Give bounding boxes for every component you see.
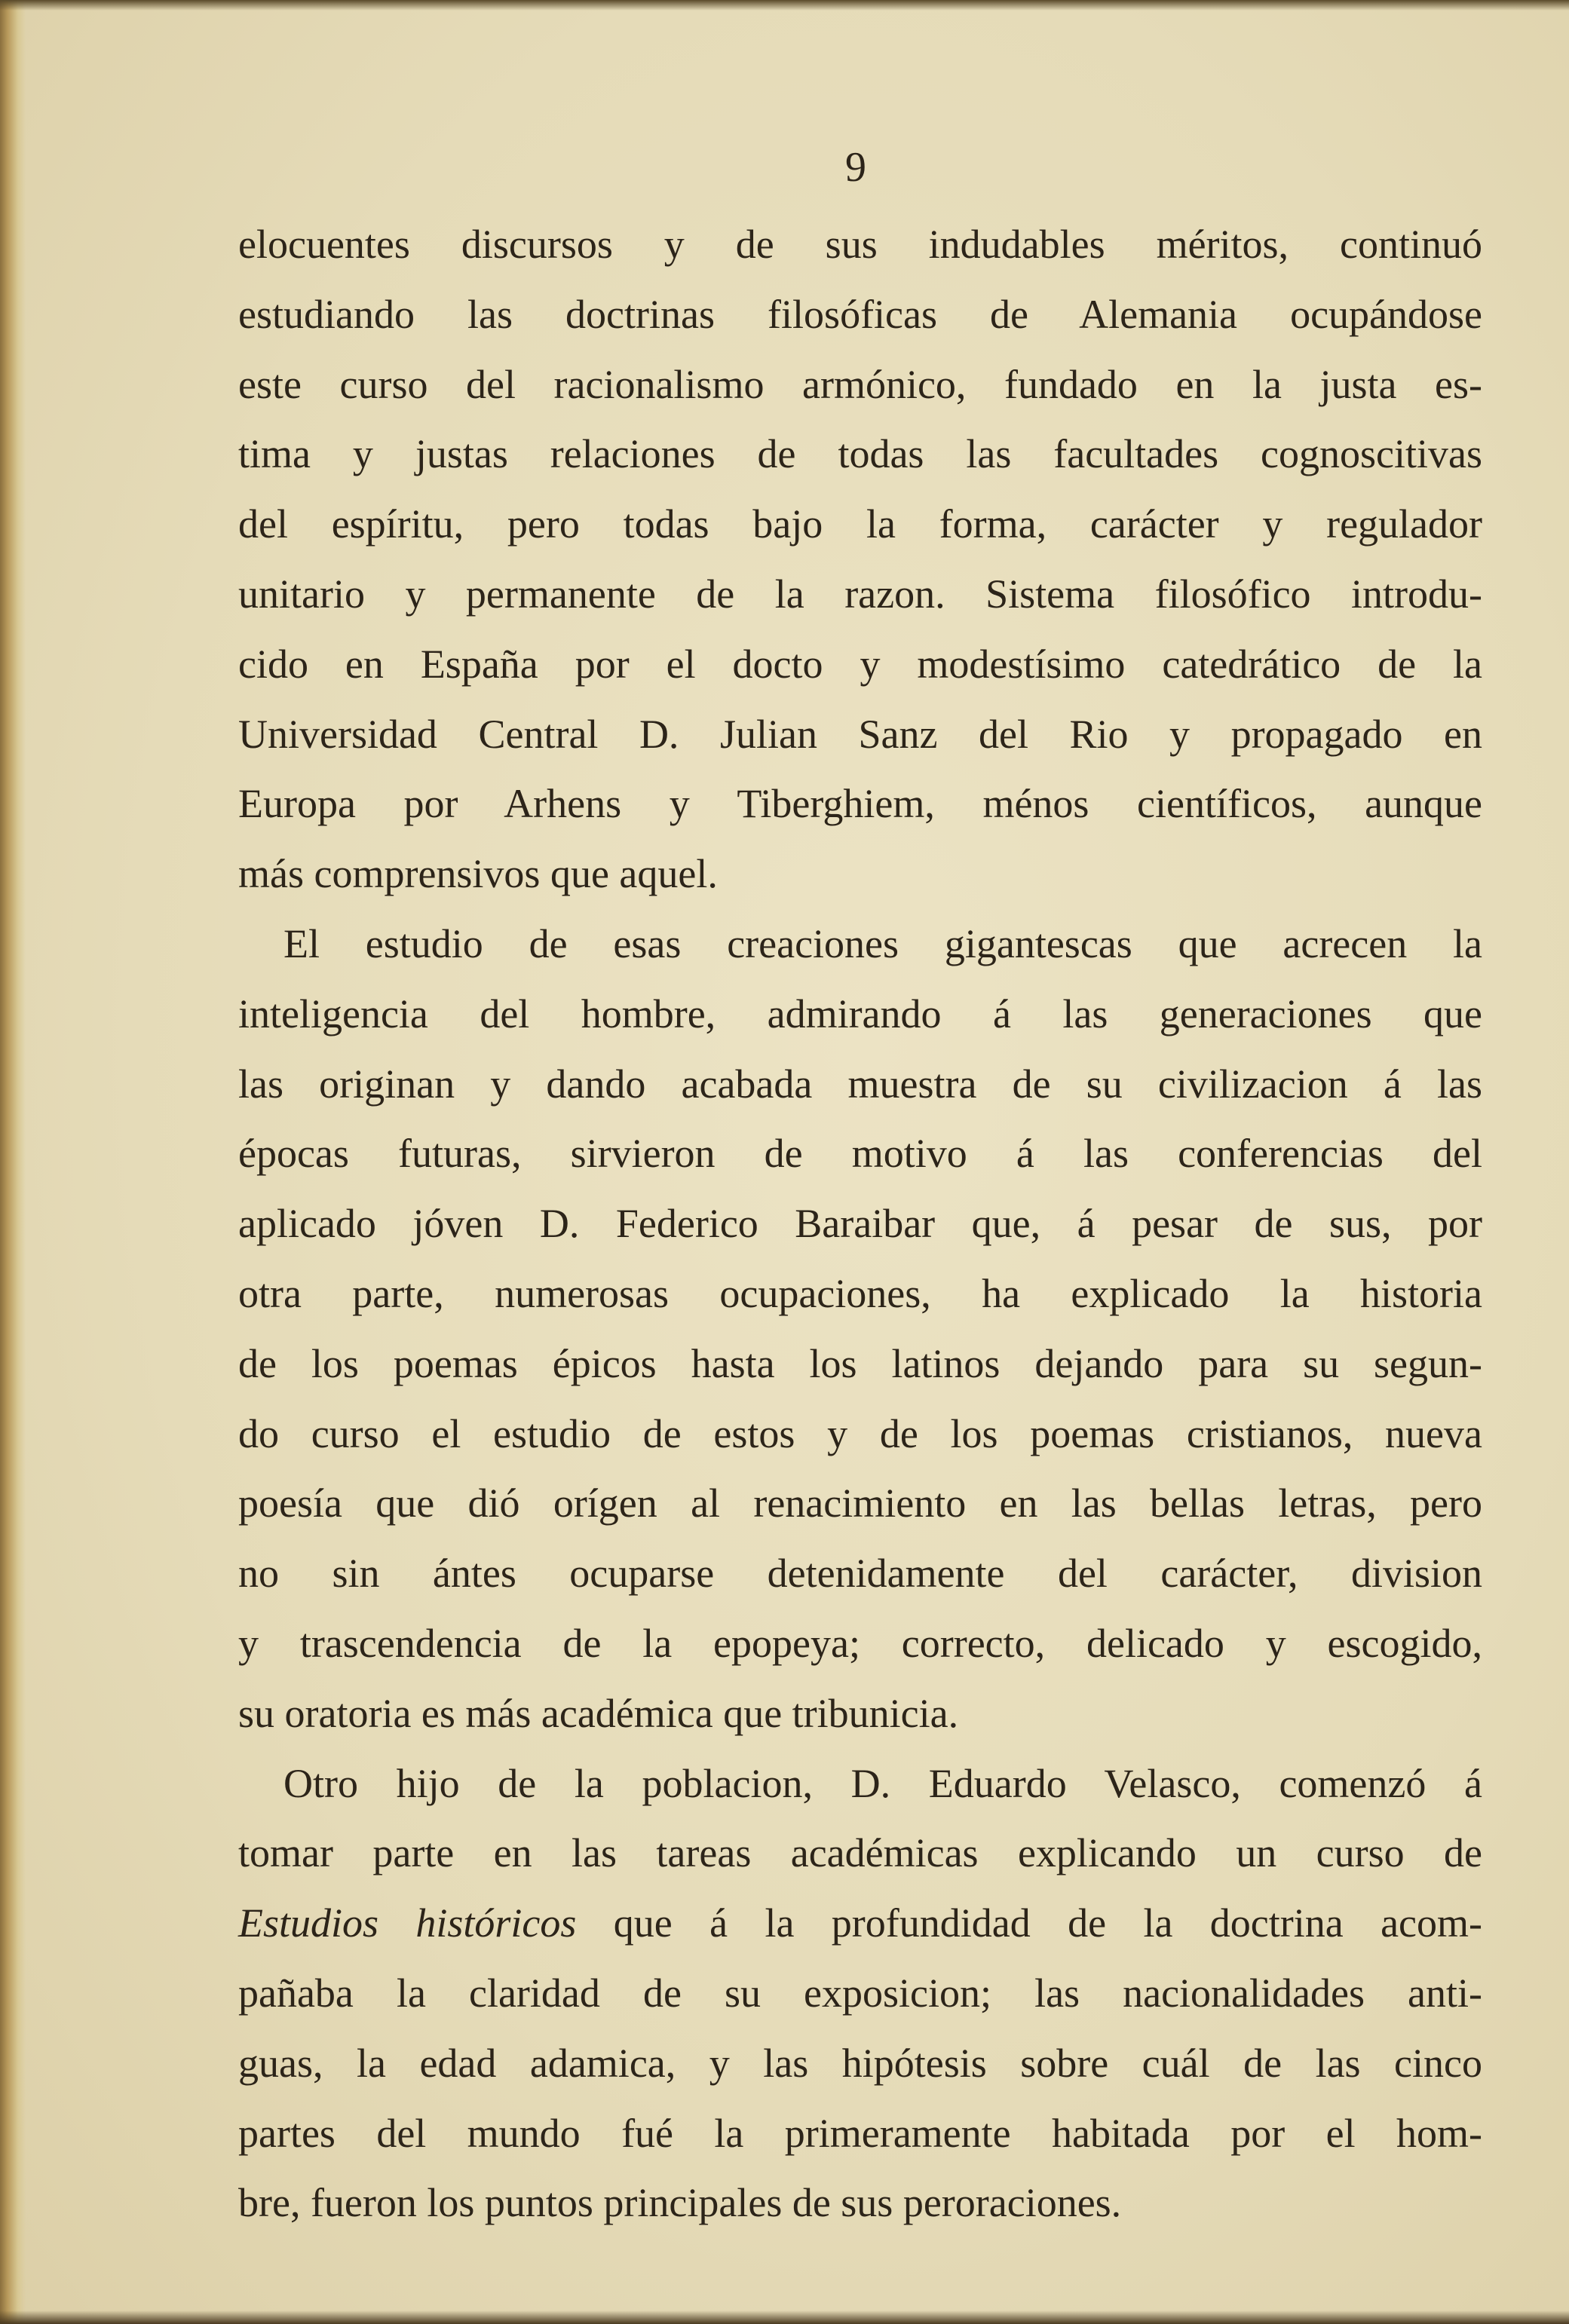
paragraph-3 bbox=[238, 1749, 1482, 2239]
page-number: 9 bbox=[845, 144, 866, 191]
body-text bbox=[238, 210, 1482, 2238]
text-line: inteligencia del hombre, admirando á las generaciones que bbox=[238, 991, 1482, 1036]
binding-edge bbox=[0, 0, 26, 2324]
text-line: este curso del racionalismo armónico, fundado en la justa es- bbox=[238, 361, 1482, 407]
text-line: partes del mundo fué la primeramente habitada por el hom- bbox=[238, 2110, 1482, 2156]
text-line: Europa por Arhens y Tiberghiem, ménos científicos, aunque bbox=[238, 781, 1482, 827]
text-line: elocuentes discursos y de sus indudables méritos, continuó bbox=[238, 222, 1482, 267]
text-line: no sin ántes ocuparse detenidamente del carácter, division bbox=[238, 1551, 1482, 1597]
text-fragment: que á la profundidad de la doctrina acom- bbox=[576, 1900, 1483, 1946]
text-line: aplicado jóven D. Federico Baraibar que, á pesar de sus, por bbox=[238, 1201, 1482, 1247]
text-line: las originan y dando acabada muestra de su civilizacion á las bbox=[238, 1061, 1482, 1107]
top-page-shadow bbox=[0, 0, 1569, 11]
paragraph-2 bbox=[238, 909, 1482, 1749]
text-line: tomar parte en las tareas académicas explicando un curso de bbox=[238, 1830, 1482, 1876]
text-line: tima y justas relaciones de todas las facultades cognoscitivas bbox=[238, 431, 1482, 477]
text-line: unitario y permanente de la razon. Sistema filosófico introdu- bbox=[238, 571, 1482, 617]
text-line: Universidad Central D. Julian Sanz del Rio y propagado en bbox=[238, 711, 1482, 757]
text-line: de los poemas épicos hasta los latinos dejando para su segun- bbox=[238, 1340, 1482, 1386]
text-line: y trascendencia de la epopeya; correcto, delicado y escogido, bbox=[238, 1620, 1482, 1666]
text-line: bre, fueron los puntos principales de sus peroraciones. bbox=[238, 2180, 1122, 2226]
italic-title: Estudios históricos bbox=[238, 1900, 577, 1946]
text-line: más comprensivos que aquel. bbox=[238, 851, 718, 897]
bottom-page-shadow bbox=[0, 2310, 1569, 2324]
text-line-with-italic bbox=[238, 1888, 1482, 1958]
text-line: poesía que dió orígen al renacimiento en las bellas letras, pero bbox=[238, 1480, 1482, 1526]
paragraph-1 bbox=[238, 210, 1482, 909]
text-line: do curso el estudio de estos y de los poemas cristianos, nueva bbox=[238, 1410, 1482, 1456]
text-line: guas, la edad adamica, y las hipótesis sobre cuál de las cinco bbox=[238, 2040, 1482, 2086]
text-line: épocas futuras, sirvieron de motivo á las conferencias del bbox=[238, 1131, 1482, 1177]
text-line: su oratoria es más académica que tribunicia. bbox=[238, 1690, 959, 1736]
text-line: cido en España por el docto y modestísimo catedrático de la bbox=[238, 641, 1482, 687]
text-line: Otro hijo de la poblacion, D. Eduardo Velasco, comenzó á bbox=[283, 1760, 1482, 1806]
text-line: El estudio de esas creaciones gigantescas que acrecen la bbox=[283, 920, 1482, 966]
text-line: del espíritu, pero todas bajo la forma, carácter y regulador bbox=[238, 501, 1482, 547]
text-line: estudiando las doctrinas filosóficas de Alemania ocupándose bbox=[238, 291, 1482, 337]
text-line: otra parte, numerosas ocupaciones, ha explicado la historia bbox=[238, 1270, 1482, 1316]
text-line: pañaba la claridad de su exposicion; las nacionalidades anti- bbox=[238, 1970, 1482, 2016]
